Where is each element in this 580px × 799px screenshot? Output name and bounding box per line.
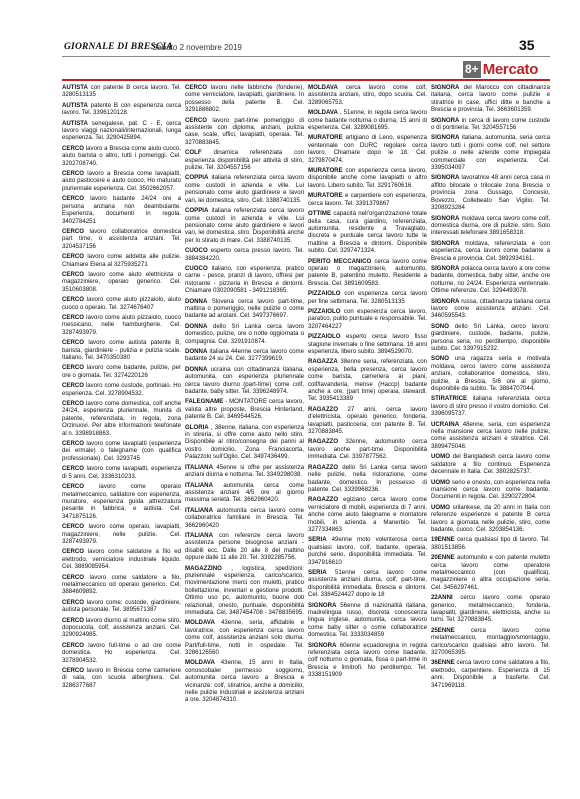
classified-ad (62, 642, 181, 664)
ad-text: lavoro come custode, portinaio. Ho esperienza. Cel. 3278904532. (62, 382, 181, 397)
classified-ad (308, 333, 427, 355)
classified-ad (431, 479, 550, 501)
ad-keyword: AUTISTA (62, 101, 88, 109)
ad-text: lavoro collaboratrice domestica part time, o assistenza anziani. Tel. 3204537156 (62, 227, 181, 250)
classified-ad (185, 464, 304, 479)
ad-text: esperto cerca lavoro fisso stagione invernale o fine settimana, 16 anni esperienza, libero subito. 3894529070. (308, 333, 427, 355)
ad-text: in cerca di lavoro come custode o di portineria. Tel. 3204557156 (431, 116, 550, 132)
ad-text: una ragazza seria e motivata moldava, cerco lavoro come assistenza anziani, collaboratrice domestica, stiro, pulizie, a Brescia, 5/6 ore al giorno, disponibile da subito. Te. 3884707044. (431, 355, 550, 393)
ad-keyword: ITALIANA (185, 506, 213, 514)
classified-ad (62, 599, 181, 614)
ad-text: , 38enne, italiana, con esperienza in stireria, si offre come aiuto nello stiro. Disponibile al ritiro/consegna dei panni al vostro domicilio. Zona Franciacorta, Palazzolo sull'Oglio. Cel. 3497436499. (185, 423, 304, 461)
ad-text: polacca cerca lavoro a ore come badante, domestica, baby sitter, anche ore notturne, no 24/24. Esperienza ventennale. Ottime referenze. Cel. 3294493078. (431, 264, 550, 295)
ad-keyword: CERCO (62, 573, 85, 581)
ad-keyword: 19ENNE (431, 536, 455, 544)
classified-ad (185, 507, 304, 529)
ad-text: senegalese, pat. C - E, cerca lavoro viaggi nazionali/internazionali, lunga esperienza. Tel. 3290425894. (62, 119, 181, 142)
classified-ad (62, 465, 181, 480)
ad-keyword: CERCO (62, 400, 85, 408)
ad-text: lavoro come lavapiatti (esperienza dei ermale) o falegname (con qualifica professionale). Cel. 3293745 (62, 440, 181, 462)
ad-text: lavoro come operaio metalmeccanico, saldatore con esperienza, muratore, esperienza guida attrezzatura pesante in fabbrica, e autista. Cel. 3471875126. (62, 483, 181, 520)
ad-keyword: UCRAINA (431, 420, 460, 428)
ad-keyword: CERCO (62, 598, 85, 606)
ad-keyword: AUTISTA (62, 84, 88, 91)
ad-text: russa, cittadinanza italiana cerca lavoro come assistenza anziani. Cel. 3460595543. (431, 297, 550, 320)
ad-text: lavoro come aiuto pizzaiolo, cuoco messicano, nelle hamburgherie. Cel. 3287493979. (62, 313, 181, 336)
classified-ad (62, 102, 181, 117)
classified-ad (308, 358, 427, 402)
classified-ad (185, 149, 304, 171)
ad-text: cerco lavoro come operaio generico, metalmeccanico, fonderia, lavapiatti, giardiniere, elettricista, anche su turni. Tel. 3270883845. (431, 594, 550, 624)
ad-text: , 51enne, in regola cerca lavoro come badante notturna o diurna, 15 anni di esperienza. Cel. 3289081695. (308, 109, 427, 132)
ad-text: lavoro come badante, pulizie, per ore o giornata. Tel. 3274220126 (62, 364, 181, 379)
ad-text: automunito e con patente muletto cerca lavoro come operatore metalmeccanico (con qualifica), magazziniere o altra occupazione seria. Cel. 3456297461. (431, 554, 550, 591)
classified-ad (62, 667, 181, 689)
section-number-badge: 8+ (465, 61, 479, 76)
classified-ad (62, 548, 181, 570)
ad-text: dinamica referenziata con esperienza disponibilità per attività di stiro, pulizie. Tel. 3204557156 (185, 149, 304, 172)
ad-keyword: PIZZAIOLO (308, 290, 341, 298)
classified-ad (185, 619, 304, 656)
classified-ad (431, 453, 550, 475)
ad-text: lavoro come aiuto pizzaiolo, aiuto cuoco o operaio. Tel. 3274676407 (62, 296, 181, 311)
ad-keyword: 25ENNE (431, 626, 455, 634)
ad-keyword: SONO (431, 355, 449, 363)
ad-text: italiana referenziata cerca lavoro come custodi in azienda e ville. Lui pensionato come aiuto giardiniere e lavori vari, lei domestica, stiro. Disponibilità anche per lo stirato di mare. Cel. 3388740135. (185, 207, 304, 244)
classified-ad (431, 554, 550, 591)
ad-keyword: CERCO (62, 440, 85, 448)
classified-ad (308, 84, 427, 106)
classified-ad (62, 382, 181, 397)
ad-keyword: CERCO (62, 523, 85, 531)
ad-text: italiana 44enne cerca lavoro come badante 24 su 24. Cel. 3277399619. (185, 348, 304, 363)
ad-text: egiziano cerca lavoro come verniciatore di mobili, esperienza di 7 anni, anche come aiuto falegname e montatore mobili, in azienda a Manerbio. Tel. 3277334863 (308, 496, 427, 533)
ad-text: lavoro come: custode, giardiniere, autista personale. Tel. 3895671387 (62, 598, 181, 614)
classifieds-column-1 (62, 84, 181, 790)
ad-keyword: GLORIA (185, 423, 209, 431)
ad-text: 43enne, seria, affidabile e lavoratrice, con esperienza cerca lavoro come colf, assistenza anziani solo diurna. Part/full-time, notti in ospedale. Tel. 3286126560 (185, 619, 304, 657)
ad-keyword: CERCO (62, 313, 85, 321)
ad-text: lavoro a Brescia come lavapiatti, aiuto pasticcere e aiuto cuoco. Ho maturato pluriennale esperienza. Cel. 3502662057. (62, 170, 181, 192)
ad-text: 45enne si offre per assistenza anziani diurna e notturna. Tel. 3349298038. (185, 463, 304, 479)
ad-text: lavoro come addetta alle pulizie. Chiamare Elena al 3275935271 (62, 253, 181, 268)
ad-keyword: MURATORE (308, 167, 343, 175)
ad-text: 27 anni, cerca lavoro d'elettricista, operaio generico, fonderia, lavapiatti, pasticceria, con patente B. Tel. 3270883845. (308, 405, 427, 436)
classified-ad (62, 400, 181, 437)
classifieds-column-3 (308, 84, 427, 790)
classifieds-column-4 (431, 84, 550, 790)
ad-text: con esperienza cerca lavoro per fine settimana. Tel. 3280513135 (308, 290, 427, 305)
ad-text: capacità nell'organizzazione totale della casa, cura giardino, referenziata, automunita, residente a Travagliato, discreta e puntuale cerca lavoro tutte le mattine a Brescia e dintorni. Disponibile subito. Cel. 3297471324. (308, 210, 427, 255)
ad-text: 49enne moto volenterosa cerca qualsiasi lavoro, colf, badante, operaia, purché serio, disponibilità immediata. Tel. 3347916610 (308, 536, 427, 566)
ad-keyword: RAGAZZO (308, 463, 339, 471)
ad-text: lavoro a Brescia come aiuto cuoco, aiuto barista o altro, tutti i pomeriggi. Cel. 3202708740. (62, 144, 181, 167)
classifieds-columns (62, 84, 550, 790)
ad-keyword: SIGNORA (431, 239, 460, 247)
classified-ad (62, 617, 181, 639)
ad-text: lavoro diurno al mattino come stiro, dopocucola, colf, assistenza anziani. Cel. 3290924985. (62, 616, 181, 639)
ad-text: lavoro badante 24/24 ore a persona anziana non deambulante. Esperienza, documenti in regola. 3402784251 (62, 195, 181, 225)
ad-keyword: DONNA (185, 297, 208, 305)
classified-ad (62, 574, 181, 596)
ad-keyword: 20ENNE (431, 554, 455, 562)
page-header (0, 0, 580, 78)
ad-keyword: MOLDAVA (185, 619, 215, 627)
ad-keyword: CERCO (62, 253, 85, 261)
ad-text: cerca lavoro come colf, assistenza anziani, stiro, dopo scuola. Cel. 3289065753. (308, 84, 427, 106)
ad-text: italiana referenziata cerca lavoro di stiro presso il vostro domicilio. Cel. 3396095737. (431, 395, 550, 418)
ad-keyword: STIRATRICE (431, 395, 468, 403)
ad-keyword: CERCO (62, 170, 85, 178)
classified-ad (62, 440, 181, 462)
ad-text: automunita cerca lavoro come collaboratrice familiare in Brescia. Tel. 3662960420 (185, 506, 304, 529)
classified-ad (62, 483, 181, 520)
ad-text: cerca lavoro come saldatore a filo, elettrodo, carpentiere. Esperienza di 15 anni. Disponibile a trasferte. Cel. 3471969118. (431, 659, 550, 689)
issue-date: Sabato 2 novembre 2019 (152, 43, 242, 52)
classified-ad (62, 314, 181, 336)
ad-keyword: SIGNORA (431, 214, 460, 222)
classified-ad (308, 192, 427, 207)
classified-ad (62, 145, 181, 167)
ad-keyword: UOMO (431, 478, 450, 486)
classified-ad (62, 339, 181, 361)
ad-text: dello Sri Lanka, cerco lavoro: giardiniere, custode, badante, pulizie, persona seria, no perditempo, disponibile subito. Cel. 3397915232. (431, 322, 550, 352)
ad-text: del Marocco con cittadinanza italiana, cerca lavoro come pulizie e stiratrice in case, uffici ditte e banche a Brescia e provincia. Tel. 3663601359. (431, 84, 550, 114)
classified-ad (308, 602, 427, 639)
classified-ad (308, 464, 427, 494)
ad-keyword: CERCO (62, 296, 85, 304)
ad-keyword: SERIA (308, 568, 327, 576)
ad-keyword: CUOCO (185, 264, 208, 272)
classified-ad (431, 421, 550, 451)
ad-keyword: PIZZAIOLO (308, 307, 341, 315)
ad-keyword: ITALIANA (185, 463, 213, 471)
ad-text: moldava, referenziata e con esperienza, cerca lavoro come badante a Brescia e provincia. Cel. 3892934161. (431, 239, 550, 262)
classified-ad (431, 215, 550, 237)
ad-keyword: CERCO (62, 667, 85, 675)
ad-text: lavoro nelle fabbriche (fonderie), come verniciatore, lavapiatti, giardiniere. In possesso della patente B. Cel. 3291886802. (185, 84, 304, 114)
ad-text: artigiano di Leno, esperienza ventennale con DURC regolare cerca lavoro. Chiamare dopo le 18. Cel. 3279870474. (308, 134, 427, 164)
ad-keyword: FALEGNAME (185, 398, 224, 406)
ad-text: 48enne, seria, con esperienza nella mansione cerca lavoro nelle pulizie, come assistenza anziani e stiratrice. Cel. 3899475048. (431, 420, 550, 450)
ad-text: lavoro come operaio, lavapiatti, magazziniere, nelle pulizie. Cel. 3287493979. (62, 523, 181, 545)
ad-text: Slovena cerca lavoro part-time, mattina o pomeriggio, nelle pulizie o come badante ad anziani. Cel. 3497376697. (185, 297, 304, 320)
ad-keyword: CERCO (62, 364, 85, 372)
ad-keyword: CERCO (185, 116, 208, 124)
classified-ad (431, 395, 550, 417)
ad-text: e carpentiere con esperienza, cerca lavoro. Tel. 3391379867 (308, 192, 427, 207)
ad-keyword: CERCO (185, 84, 208, 91)
classified-ad (62, 364, 181, 379)
ad-text: lavoro come domestica, colf anche 24/24, esperienza pluriennale, munita di patente, referenziata, in regola, zona Orzinuovi. Per altre informazioni telefonate al n. 3398918863. (62, 400, 181, 437)
ad-keyword: MOLDAVA (308, 84, 338, 91)
ad-keyword: CERCO (62, 616, 85, 624)
classified-ad (431, 298, 550, 320)
ad-keyword: 22ANNI (431, 594, 453, 602)
ad-keyword: UOMO (431, 453, 450, 461)
ad-text: dello Sri Lanka cerca lavoro nelle pulizie, nella ristorazione, come badante, domestico. In possesso di patente. Cel. 3339968236. (308, 463, 427, 493)
ad-text: , logistica, spedizioni: pluriennale esperienza, carico/scarico, movimentazione merci con muletti, pratico bollettazione, inventari e gestione prodotti. Ottimo uso pc, automunito, buone doti relazionali, onesto, puntuale, disponibilità immediata. Cel. 3487454708 - 3478835695. (185, 564, 304, 616)
ad-keyword: AUTISTA (62, 119, 88, 127)
ad-keyword: SIGNORA (431, 264, 460, 272)
ad-text: esperto cerca presso lavoro. Tel. 3884384220. (185, 247, 304, 262)
ad-text: ucraina con cittadinanza italiana, automunita, con esperienza pluriennale cerca lavoro diurno (part-time) come colf, badante, baby sitter. Tel. 3396248974. (185, 365, 304, 396)
ad-keyword: CERCO (62, 382, 85, 390)
ad-keyword: CERCO (62, 227, 85, 235)
ad-text: lavoro come saldatore a filo ed elettrodo, verniciatore industriale liquido. Cel. 3889085954. (62, 548, 181, 571)
ad-text: con esperienza cerca lavoro, disponibile anche come lavapiatti o altro lavoro. Libero subito. Tel. 3291760616. (308, 167, 427, 189)
ad-keyword: RAGAZZO (308, 496, 339, 504)
classified-ad (308, 258, 427, 288)
classified-ad (308, 134, 427, 164)
ad-text: italiana, automunita, seria cerca lavoro tutti i giorni come colf, nel settore pulizie o nelle aziende come impiegata commerciale con esperienza. Cel. 3395034097 (431, 134, 550, 172)
ad-keyword: RAGAZZA (308, 358, 338, 366)
classified-ad (308, 167, 427, 189)
classified-ad (62, 271, 181, 293)
classified-ad (431, 355, 550, 392)
classified-ad (308, 290, 427, 305)
classified-ad (431, 594, 550, 624)
classified-ad (185, 482, 304, 504)
classified-ad (62, 195, 181, 225)
newspaper-name: GIORNALE DI BRESCIA (64, 42, 173, 52)
ad-keyword: SERIA (308, 536, 327, 544)
ad-text: 51enne cerca lavoro come assistenza anziani diurna, colf, part-time, disponibilità immediata, Brescia e dintorni. Cel. 3384524427 dopo le 18 (308, 568, 427, 599)
classified-ad (431, 240, 550, 262)
classified-ad (431, 504, 550, 534)
ad-text: moldava cerca lavoro come colf, domestica diurna, ore di pulizie, stiro. Solo interessati telefonare 3891658318. (431, 214, 550, 237)
classified-ad (185, 207, 304, 244)
classified-ad (62, 523, 181, 545)
ad-text: patente B con esperienza cerca lavoro. Tel. 3396120128. (62, 101, 181, 117)
classified-ad (185, 366, 304, 396)
ad-text: con esperienza cerca lavoro, paratico, pulito puntuale e responsabile. Tel. 3207464227 (308, 307, 427, 330)
ad-keyword: DONNA (185, 348, 208, 355)
ad-keyword: DONNA (185, 322, 208, 330)
ad-keyword: SIGNORA (431, 297, 460, 305)
ad-keyword: CERCO (62, 483, 85, 491)
classified-ad (185, 298, 304, 320)
header-divider (62, 56, 550, 57)
classified-ad (308, 569, 427, 599)
ad-keyword: SONO (431, 322, 449, 330)
ad-keyword: PIZZAIOLO (308, 333, 341, 341)
classified-ad (431, 659, 550, 689)
ad-text: cerca lavoro come operaio o magazziniere, automunito, patente B, patentino muletto. Residente a Brescia. Cel. 3891609583. (308, 257, 427, 287)
ad-keyword: RAGAZZO (308, 405, 339, 413)
classified-ad (308, 536, 427, 566)
ad-keyword: MURATORE (308, 192, 343, 200)
classified-ad (308, 406, 427, 436)
classified-ad (308, 438, 427, 460)
classified-ad (308, 210, 427, 254)
classified-ad (185, 532, 304, 562)
ad-text: lavoratrice 48 anni cerca casa in affitto bilocale o trilocale zona Brescia o provincia zona Gussago, Concesio, Bovezzo, Collebeato San Vigilio. Tel. 3208923284 (431, 174, 550, 212)
classified-ad (185, 117, 304, 147)
page-number: 35 (519, 37, 535, 53)
ad-text: lavoro come aiuto elettricista o magazziniere, operaio generico. Cel. 3510603808. (62, 270, 181, 293)
classified-ad (431, 265, 550, 295)
classified-ad (62, 120, 181, 142)
ad-text: dello Sri Lanka cerca lavoro domestico, pulizie, ore o notte oggiornata o compagnia. Cel. 3291910874. (185, 322, 304, 345)
classified-ad (185, 424, 304, 461)
classified-ad (185, 565, 304, 617)
ad-keyword: CERCO (62, 548, 85, 556)
ad-keyword: CERCO (62, 270, 85, 278)
ad-keyword: COPPIA (185, 174, 209, 182)
ad-keyword: SIGNORA (308, 601, 337, 609)
ad-text: 56enne di nazionalità italiana, madrelingua russo, discreta conoscenza lingua inglese, automunita, cerca lavoro come baby sitter o come collaboratrice domestica. Tel. 3333034859 (308, 601, 427, 639)
ad-text: 60enne ecuadoregna in regola referenziata cerca lavoro come badante, colf notturno o giornata, fissa o part-time in Brescia e limitrofi. No perditempo. Tel. 3338151909 (308, 641, 427, 679)
classified-ad (308, 642, 427, 679)
classified-ad (431, 117, 550, 132)
ad-text: - MONTATORE cerca lavoro, valuta altre proposte, Brescia Hinterland, patente B. Cel. 3469544526. (185, 398, 304, 421)
ad-keyword: PERITO MECCANICO (308, 257, 372, 265)
section-divider (62, 79, 550, 81)
classified-ad (62, 253, 181, 268)
ad-text: serio e onesto, con esperienza nella mansione cerca lavoro come badante. Documenti in regola. Cel. 3290272804. (431, 478, 550, 501)
ad-keyword: UOMO (431, 503, 450, 511)
ad-text: 43enne, 15 anni in Italia, conoscobaler permesso soggiorno, automunita cerca lavoro a Brescia e vicinanze: colf, stiratrice, anche a domicilio, nelle pulizie industriali e assistenza anziani a ore. 3204874310. (185, 659, 304, 704)
ad-text: 38enne seria, referenziata, con esperienza, bella presenza, cerca lavoro come barista, cameriera ai piani, colf/lavanderia, mense (Haccp) badante anche a ore, (part time) operaia, stewardl. Tel. 3935413389 (308, 358, 427, 403)
ad-text: 32enne, automunito cerca lavoro anche part-time. Disponibilità immediata. Cel. 3397877562. (308, 438, 427, 461)
ad-keyword: SIGNORA (308, 641, 337, 649)
ad-keyword: SIGNORA (431, 116, 460, 124)
ad-text: lavoro come autista patente B, barista, giardiniere - pulizia e pulizia scale. Italiano. Tel. 3470350380 (62, 339, 181, 361)
classified-ad (185, 659, 304, 703)
ad-text: lavoro come lavapiatti, esperienza di 5 anni. Cel. 3336310233. (62, 465, 181, 480)
classified-ad (185, 247, 304, 262)
ad-text: automunita cerca come assistenza anziani 4/5 ore al giorno massima serietà. Tel. 3662960420. (185, 481, 304, 504)
classified-ad (308, 308, 427, 330)
ad-text: cerca lavoro come metalmeccanico, montaggio/smontaggio, carico/scarico qualsiasi altro lavoro. Tel. 3270065395. (431, 626, 550, 657)
classified-ad (185, 398, 304, 420)
ad-keyword: CUOCO (185, 247, 208, 255)
classified-ad (431, 84, 550, 114)
classified-ad (62, 170, 181, 192)
ad-keyword: 36ENNE (431, 659, 455, 667)
ad-text: lavoro come saldatore a filo, metalmeccanico od operaio generico. Cel. 3884609892. (62, 573, 181, 596)
classified-ad (431, 536, 550, 551)
ad-keyword: MOLDAVA (308, 109, 338, 117)
ad-keyword: MURATORE (308, 134, 343, 142)
ad-keyword: SIGNORA (431, 84, 460, 91)
classified-ad (308, 109, 427, 131)
classified-ad (185, 174, 304, 204)
ad-text: italiano, con esperienza, pratico carne - pesce, pranzi di lavoro, offresi per ristorante - pizzeria in Brescia e dintorni. Chiamare 0302090581 - 3491218365. (185, 264, 304, 295)
ad-text: srilankese, da 20 anni in Italia con referenze esperienze e patente B cerca lavoro a giornata nelle pulizie, stiro, come badante, cuoco. Cel. 3203854136. (431, 503, 550, 533)
ad-keyword: CERCO (62, 465, 85, 473)
classified-ad (185, 323, 304, 345)
ad-text: lavoro part-time pomeriggio di assistente con diploma, anziani, pulizia case, scale, uffici, lavapiatti, operaia. Tel. 3270883845. (185, 116, 304, 146)
ad-text: con referenze cerca lavoro assistenza persone bisognose anziani - disabili ecc. Dalle 20 alle 8 del mattino oppure dalle 11 alle 20. Tel. 3392285756. (185, 531, 304, 562)
ad-keyword: ITALIANA (185, 531, 213, 539)
ad-keyword: MAGAZZINO (185, 564, 222, 572)
ad-keyword: DONNA (185, 365, 208, 373)
classified-ad (62, 296, 181, 311)
classified-ad (62, 228, 181, 250)
section-name: Mercato (482, 60, 539, 78)
ad-keyword: CERCO (62, 144, 85, 152)
classified-ad (185, 265, 304, 295)
ad-text: lavoro full-time o ad ore come domestica. Ho esperienza. Cel. 3278904532. (62, 641, 181, 664)
ad-keyword: CERCO (62, 195, 85, 203)
classified-ad (185, 348, 304, 363)
ad-keyword: RAGAZZO (308, 438, 339, 446)
ad-keyword: CERCO (62, 641, 85, 649)
ad-keyword: CERCO (62, 339, 85, 347)
ad-keyword: COPPIA (185, 207, 209, 215)
ad-text: con patente B cerca lavoro. Tel. 3280513135 (62, 84, 181, 99)
classified-ad (308, 496, 427, 533)
ad-text: italiana referenziata cerca lavoro come custodi in azienda e ville. Lui pensionato come aiuto giardiniere e lavori vari, lei domestica, stiro. Cell. 3388740135. (185, 174, 304, 204)
ad-keyword: COLF (185, 149, 202, 157)
classifieds-column-2 (185, 84, 304, 790)
ad-keyword: OTTIME (308, 210, 332, 218)
ad-text: cerca qualsiasi tipo di lavoro. Tel. 3801513856. (431, 536, 550, 551)
classified-ad (431, 627, 550, 657)
classified-ad (62, 84, 181, 99)
classified-ad (431, 323, 550, 353)
ad-text: del Bangladesh cerca lavoro come saldatore a filo continuo. Esperienza decennale in Italia. Cel. 3802825737. (431, 453, 550, 476)
ad-keyword: MOLDAVA (185, 659, 215, 667)
classified-ad (431, 174, 550, 211)
ad-keyword: SIGNORA (431, 174, 460, 182)
section-logo (463, 59, 538, 79)
classified-ad (431, 134, 550, 171)
ad-keyword: SIGNORA (431, 134, 460, 142)
ad-text: lavoro in Brescia come cameriere di sala, con scuola alberghiera. Cel. 3286377687 (62, 667, 181, 689)
ad-keyword: ITALIANA (185, 481, 213, 489)
classified-ad (185, 84, 304, 114)
